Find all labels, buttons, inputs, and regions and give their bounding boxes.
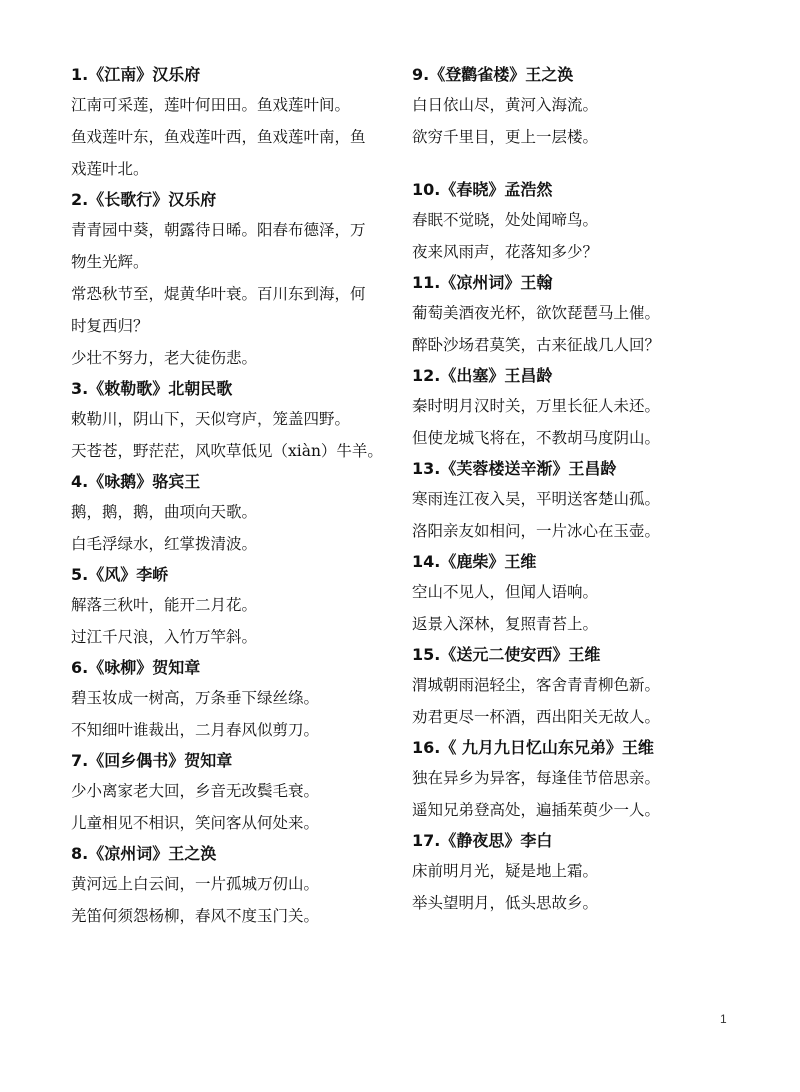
poem	[71, 189, 401, 370]
poem	[71, 843, 401, 928]
poem	[412, 458, 742, 543]
poem-line: 常恐秋节至，焜黄华叶衰。百川东到海，何	[71, 285, 366, 303]
poem-line: 空山不见人，但闻人语响。	[412, 583, 599, 601]
poem-line: 但使龙城飞将在，不教胡马度阴山。	[412, 429, 661, 447]
poem-line: 独在异乡为异客，每逢佳节倍思亲。	[412, 769, 661, 787]
poem	[412, 737, 742, 822]
poem-line: 遥知兄弟登高处，遍插茱萸少一人。	[412, 801, 661, 819]
poem-line: 欲穷千里目，更上一层楼。	[412, 128, 599, 146]
poem-title: 12.《出塞》王昌龄	[412, 366, 553, 385]
poem-line: 白毛浮绿水，红掌拨清波。	[71, 535, 258, 553]
poem	[412, 644, 742, 729]
poem-line: 儿童相见不相识，笑问客从何处来。	[71, 814, 320, 832]
poem-line: 江南可采莲，莲叶何田田。鱼戏莲叶间。	[71, 96, 351, 114]
poem-title: 5.《风》李峤	[71, 565, 169, 584]
poem	[71, 564, 401, 649]
poem-title: 15.《送元二使安西》王维	[412, 645, 601, 664]
poem-line: 黄河远上白云间，一片孤城万仞山。	[71, 875, 320, 893]
poem-line: 羌笛何须怨杨柳，春风不度玉门关。	[71, 907, 320, 925]
poem-title: 14.《鹿柴》王维	[412, 552, 537, 571]
poem-title: 13.《芙蓉楼送辛渐》王昌龄	[412, 459, 617, 478]
poem-title: 6.《咏柳》贺知章	[71, 658, 201, 677]
poem-line: 碧玉妆成一树高，万条垂下绿丝绦。	[71, 689, 320, 707]
poem-title: 10.《春晓》孟浩然	[412, 180, 553, 199]
poem-line: 秦时明月汉时关，万里长征人未还。	[412, 397, 661, 415]
poem-title: 11.《凉州词》王翰	[412, 273, 553, 292]
poem-line: 天苍苍，野茫茫，风吹草低见（xiàn）牛羊。	[71, 442, 383, 460]
poem	[412, 365, 742, 450]
right-column	[412, 64, 742, 923]
poem-line: 鹅，鹅，鹅，曲项向天歌。	[71, 503, 258, 521]
poem-line: 夜来风雨声，花落知多少？	[412, 243, 599, 261]
poem-line: 醉卧沙场君莫笑，古来征战几人回？	[412, 336, 661, 354]
poem-line: 物生光辉。	[71, 253, 149, 271]
poem-line: 解落三秋叶，能开二月花。	[71, 596, 258, 614]
poem	[412, 64, 742, 149]
page-number: 1	[720, 1012, 727, 1026]
poem-line: 少壮不努力，老大徒伤悲。	[71, 349, 258, 367]
poem-line: 寒雨连江夜入吴，平明送客楚山孤。	[412, 490, 661, 508]
poem	[71, 378, 401, 463]
poem-title: 7.《回乡偶书》贺知章	[71, 751, 233, 770]
poem-line: 渭城朝雨浥轻尘，客舍青青柳色新。	[412, 676, 661, 694]
poem-title: 3.《敕勒歌》北朝民歌	[71, 379, 233, 398]
poem-title: 17.《静夜思》李白	[412, 831, 553, 850]
poem-line: 时复西归？	[71, 317, 149, 335]
poem-title: 16.《 九月九日忆山东兄弟》王维	[412, 738, 654, 757]
poem-title: 8.《凉州词》王之涣	[71, 844, 217, 863]
poem-title: 4.《咏鹅》骆宾王	[71, 472, 201, 491]
poem	[71, 64, 401, 181]
poem-line: 葡萄美酒夜光杯，欲饮琵琶马上催。	[412, 304, 661, 322]
poem-line: 洛阳亲友如相问，一片冰心在玉壶。	[412, 522, 661, 540]
poem	[71, 471, 401, 556]
poem	[71, 657, 401, 742]
poem-line: 敕勒川，阴山下，天似穹庐，笼盖四野。	[71, 410, 351, 428]
poem-line: 不知细叶谁裁出，二月春风似剪刀。	[71, 721, 320, 739]
poem-line: 返景入深林，复照青苔上。	[412, 615, 599, 633]
poem-line: 劝君更尽一杯酒，西出阳关无故人。	[412, 708, 661, 726]
poem-line: 白日依山尽，黄河入海流。	[412, 96, 599, 114]
poem-title: 2.《长歌行》汉乐府	[71, 190, 217, 209]
poem-line: 青青园中葵，朝露待日晞。阳春布德泽，万	[71, 221, 366, 239]
poem	[412, 272, 742, 357]
poem	[71, 750, 401, 835]
poem-line: 鱼戏莲叶东，鱼戏莲叶西，鱼戏莲叶南，鱼	[71, 128, 366, 146]
poem-line: 床前明月光，疑是地上霜。	[412, 862, 599, 880]
poem-line: 过江千尺浪，入竹万竿斜。	[71, 628, 258, 646]
poem	[412, 179, 742, 264]
poem	[412, 830, 742, 915]
poem-line: 戏莲叶北。	[71, 160, 149, 178]
poem-title: 1.《江南》汉乐府	[71, 65, 201, 84]
poem-line: 举头望明月，低头思故乡。	[412, 894, 599, 912]
poem-line: 少小离家老大回，乡音无改鬓毛衰。	[71, 782, 320, 800]
left-column	[71, 64, 401, 936]
poem	[412, 551, 742, 636]
poem-title: 9.《登鹳雀楼》王之涣	[412, 65, 574, 84]
poem-line: 春眠不觉晓，处处闻啼鸟。	[412, 211, 599, 229]
